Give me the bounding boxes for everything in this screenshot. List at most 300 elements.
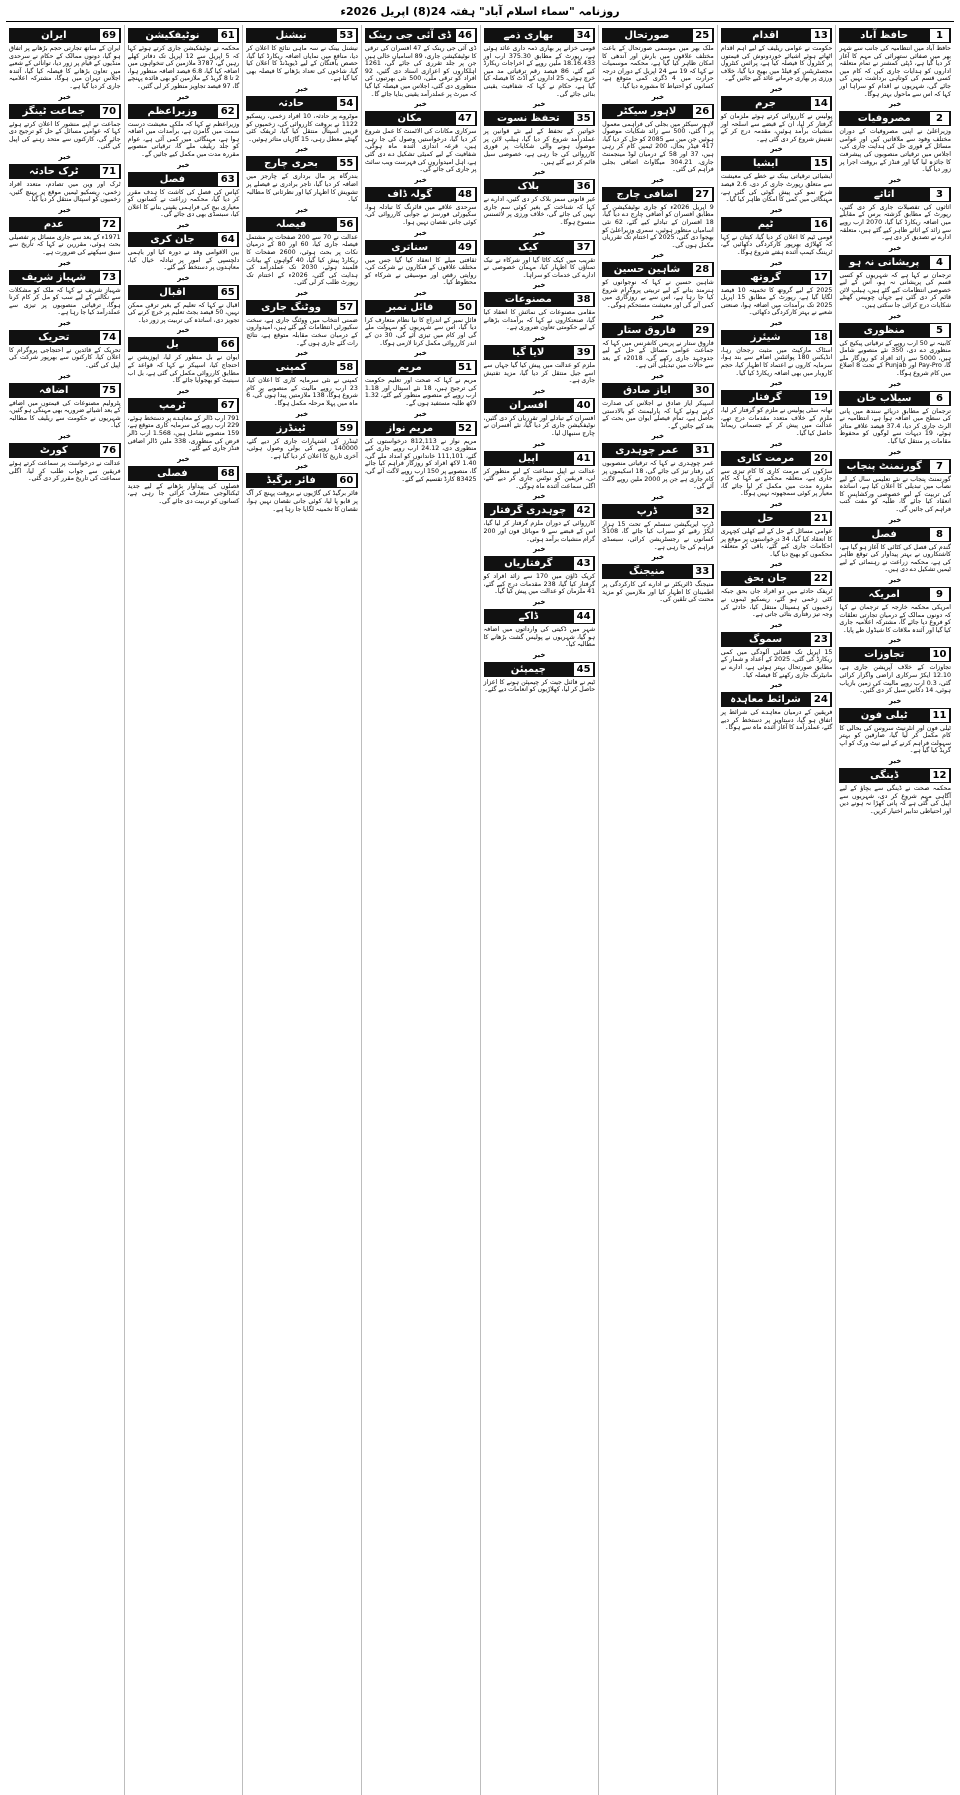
headline-title: فصلی	[157, 467, 188, 479]
headline-number: 39	[574, 346, 593, 359]
headline-title: پریشانی نہ ہو	[849, 256, 920, 268]
headline-70[interactable]	[9, 104, 121, 119]
headline-number: 14	[811, 97, 830, 110]
article-body: 791 ارب ڈالر کے معاہدے پر دستخط ہوئے، 229 ارب روپے کی سرمایہ کاری متوقع ہے، 159 منصوبے شامل ہیں، 1.568 ارب ڈالر قرض کی منظوری، 338 ملین ڈالر اضافی فنڈز جاری کیے گئے۔	[127, 414, 240, 453]
article-sub: خبر	[295, 462, 309, 471]
headline-title: کمپنی	[275, 362, 307, 374]
headline-74[interactable]	[9, 330, 121, 345]
headline-28[interactable]	[602, 262, 714, 277]
headline-title: حل	[757, 513, 774, 524]
article-body: ایران کے ساتھ تجارتی حجم بڑھانے پر اتفاق ہو گیا، دونوں ممالک کے حکام نے سرحدی منڈیوں کے قیام پر زور دیا، توانائی کے شعبے میں تعاون بڑھانے کا فیصلہ کیا گیا، آئندہ اجلاس تہران میں ہوگا، مشترکہ اعلامیہ جاری کر دیا گیا ہے۔	[9, 45, 121, 90]
article-sub: خبر	[533, 334, 546, 343]
headline-number: 63	[218, 173, 237, 186]
article-body: بندرگاہ پر مال برداری کے چارجز میں اضافہ کر دیا گیا، تاجر برادری نے فیصلے پر تشویش کا اظہار کیا اور نظرثانی کا مطالبہ کیا۔	[246, 173, 358, 204]
headline-27[interactable]	[602, 187, 714, 202]
article-body: ایوان نے بل منظور کر لیا، اپوزیشن نے احتجاج کیا، اسپیکر نے کہا کہ قواعد کے مطابق کارروائی مکمل کی گئی ہے، بل اب سینیٹ کو بھجوایا جائے گا۔	[127, 354, 240, 385]
headline-number: 44	[574, 610, 593, 623]
article-body: قومی خزانے پر بھاری ذمہ داری عائد ہوئی ہے، رپورٹ کے مطابق 375.30 ارب اور 18.16.433 ملین روپے کے اخراجات ریکارڈ کیے گئے، 86 فیصد رقم ترقیاتی مد میں خرچ ہوئی، 25 اداروں کے آڈٹ کا فیصلہ کیا گیا ہے، حکام نے کہا کہ شفافیت یقینی بنائی جائے گی۔	[483, 45, 596, 98]
headline-number: 19	[811, 391, 830, 404]
headline-title: گرفتاریاں	[504, 558, 553, 570]
article-body: فصلوں کی پیداوار بڑھانے کے لیے جدید ٹیکنالوجی متعارف کرائی جا رہی ہے، کسانوں کو تربیت دی جائے گی۔	[127, 482, 240, 505]
headline-title: چیمپئن	[510, 663, 546, 675]
headline-number: 55	[337, 157, 356, 170]
article-body: خواتین کے تحفظ کے لیے نئے قوانین پر عملدرآمد شروع کر دیا گیا، ہیلپ لائن پر موصول ہونے والی شکایات پر فوری کارروائی کی جا رہی ہے، خصوصی سیل قائم کر دیے گئے ہیں۔	[483, 128, 596, 166]
article-body: محکمہ صحت نے ڈینگی سے بچاؤ کے لیے آگاہی مہم شروع کر دی، شہریوں سے اپیل کی گئی ہے کہ پانی کھڑا نہ ہونے دیں اور احتیاطی تدابیر اختیار کریں۔	[839, 785, 951, 815]
headline-number: 67	[218, 399, 237, 412]
article-sub: خبر	[533, 545, 546, 554]
headline-number: 49	[456, 241, 475, 254]
article-sub: خبر	[58, 318, 71, 327]
article-sub: خبر	[295, 409, 309, 418]
headline-number: 9	[930, 588, 949, 601]
headline-number: 18	[811, 331, 830, 344]
headline-29[interactable]	[602, 323, 714, 338]
article-body: ترجمان کے مطابق دریائے سندھ میں پانی کی سطح میں اضافہ ہوا ہے، انتظامیہ نے الرٹ جاری کر دیا، 37.4 فیصد علاقے متاثر ہوئے، 19 دیہات سے لوگوں کو محفوظ مقامات پر منتقل کیا گیا۔	[839, 407, 951, 445]
headline-number: 30	[693, 384, 712, 397]
headline-number: 41	[574, 452, 593, 465]
headline-title: ڈینگی	[870, 770, 899, 782]
article-sub: خبر	[533, 597, 546, 606]
article-sub: خبر	[770, 145, 783, 154]
headline-number: 4	[930, 256, 949, 269]
headline-title: ڈاکے	[518, 610, 539, 622]
article-sub: خبر	[177, 220, 190, 229]
headline-58[interactable]	[246, 360, 358, 375]
headline-number: 29	[693, 324, 712, 337]
article-sub: خبر	[414, 100, 427, 109]
headline-title: امریکہ	[868, 588, 900, 600]
headline-number: 73	[100, 271, 119, 284]
headline-24[interactable]	[721, 692, 833, 707]
article-body: ثقافتی میلے کا انعقاد کیا گیا جس میں مختلف علاقوں کے فنکاروں نے شرکت کی، روایتی رقص اور موسیقی نے شرکاء کو محظوظ کیا۔	[364, 256, 477, 287]
article-body: اسٹاک مارکیٹ میں مثبت رجحان رہا، انڈیکس 180 پوائنٹس اضافے سے بند ہوا، سرمایہ کاروں نے اعتماد کا اظہار کیا، حجم کاروبار میں بھی اضافہ ریکارڈ کیا گیا۔	[720, 346, 833, 377]
headline-1[interactable]	[839, 28, 951, 43]
article-sub: خبر	[889, 447, 902, 456]
article-sub: خبر	[533, 650, 546, 659]
headline-19[interactable]	[721, 390, 833, 405]
headline-title: گولہ ڈاف	[387, 188, 433, 200]
headline-12[interactable]	[839, 768, 951, 783]
headline-47[interactable]	[365, 111, 477, 126]
headline-number: 52	[456, 422, 475, 435]
headline-title: اپیل	[518, 452, 539, 464]
article-body: 2025 کے لیے گروتھ کا تخمینہ 10 فیصد لگایا گیا ہے، رپورٹ کے مطابق 15 اپریل 2025 تک برآمدات میں اضافہ ہوا، صنعتی شعبے نے بہتر کارکردگی دکھائی۔	[720, 286, 833, 317]
headline-title: گروتھ	[750, 271, 781, 283]
article-body: امریکی محکمہ خارجہ کے ترجمان نے کہا کہ دونوں ممالک کے درمیان تجارتی تعلقات کو فروغ دیا جائے گا، مشترکہ اعلامیہ جاری کیا گیا اور آئندہ ملاقات کا شیڈول طے پایا۔	[839, 603, 951, 634]
headline-number: 27	[693, 188, 712, 201]
article-body: وزیراعلیٰ نے اپنی مصروفیات کے دوران مختلف وفود سے ملاقاتیں کیں اور عوامی مسائل کے فوری حل کی ہدایت جاری کی، اجلاس میں ترقیاتی منصوبوں کی پیشرفت کا جائزہ لیا گیا اور فنڈز کے بروقت اجرا پر زور دیا گیا۔	[839, 128, 951, 174]
article-sub: خبر	[770, 379, 783, 388]
headline-number: 15	[811, 157, 830, 170]
headline-title: نیشنل	[275, 30, 307, 41]
headline-number: 12	[930, 769, 949, 782]
headline-number: 64	[218, 233, 237, 246]
headline-23[interactable]	[721, 632, 833, 647]
article-body: گندم کی فصل کی کٹائی کا آغاز ہو گیا ہے، کاشتکاروں نے بہتر پیداوار کی توقع ظاہر کی ہے، محکمہ زراعت نے رہنمائی کے لیے ٹیمیں تشکیل دے دی ہیں۔	[839, 543, 951, 574]
columns-container	[6, 25, 954, 1795]
headline-62[interactable]	[128, 104, 240, 119]
headline-15[interactable]	[721, 156, 833, 171]
headline-title: تحریک	[38, 331, 70, 343]
headline-33[interactable]	[602, 564, 714, 579]
headline-48[interactable]	[365, 187, 477, 202]
headline-number: 37	[574, 241, 593, 254]
headline-37[interactable]	[484, 240, 596, 255]
headline-number: 7	[930, 460, 949, 473]
headline-18[interactable]	[721, 330, 833, 345]
headline-56[interactable]	[246, 217, 358, 232]
article-sub: خبر	[889, 696, 902, 705]
headline-60[interactable]	[246, 473, 358, 488]
article-body: اقبال نے کہا کہ تعلیم کے بغیر ترقی ممکن نہیں، 50 فیصد بجٹ تعلیم پر خرچ کرنے کی تجویز دی، اساتذہ کی تربیت پر زور دیا۔	[127, 301, 240, 324]
column-3	[598, 25, 717, 1795]
article-body: منیجنگ ڈائریکٹر نے ادارے کی کارکردگی پر اطمینان کا اظہار کیا اور ملازمین کو مزید محنت کی تلقین کی۔	[602, 581, 714, 604]
article-sub: خبر	[651, 251, 665, 260]
headline-49[interactable]	[365, 240, 477, 255]
headline-title: ایاز صادق	[623, 385, 671, 397]
headline-42[interactable]	[484, 503, 596, 518]
headline-title: اقدام	[752, 30, 779, 41]
headline-number: 75	[100, 384, 119, 397]
article-body: تحریک کے قائدین نے احتجاجی پروگرام کا اعلان کیا، کارکنوں سے بھرپور شرکت کی اپیل کی گئی۔	[9, 346, 121, 370]
article-sub: خبر	[58, 205, 71, 214]
article-sub: خبر	[414, 349, 427, 358]
article-body: ملک بھر میں موسمی صورتحال کے باعث مختلف علاقوں میں بارش اور آندھی کا امکان ظاہر کیا گیا ہے، محکمہ موسمیات نے کہا کہ 19 سے 24 اپریل کے دوران درجہ حرارت میں 4 ڈگری کمی متوقع ہے، کسانوں کو احتیاط کا مشورہ دیا گیا۔	[602, 45, 714, 90]
article-sub: خبر	[651, 311, 665, 320]
article-sub: خبر	[533, 386, 546, 395]
article-sub: خبر	[533, 228, 546, 237]
column-5	[361, 25, 480, 1795]
headline-title: ووٹنگ جاری	[261, 301, 321, 313]
article-body: عدالت نے اپیل سماعت کے لیے منظور کر لی، فریقین کو نوٹس جاری کر دیے گئے، اگلی سماعت آئندہ ماہ ہوگی۔	[483, 467, 596, 490]
headline-44[interactable]	[484, 609, 596, 624]
headline-3[interactable]	[839, 187, 951, 202]
headline-title: اضافہ	[39, 384, 69, 396]
article-sub: خبر	[177, 454, 190, 463]
article-sub: خبر	[889, 757, 902, 766]
headline-number: 50	[456, 301, 475, 314]
article-body: قومی ٹیم کا اعلان کر دیا گیا، کپتان نے کہا کہ کھلاڑی بھرپور کارکردگی دکھائیں گے، ٹریننگ کیمپ آئندہ ہفتے شروع ہوگا۔	[720, 233, 833, 256]
article-body: ٹینڈرز کی اشتہارات جاری کر دیے گئے، 140000 روپے کی بولی وصول ہوئی، آخری تاریخ کا اعلان کر دیا گیا ہے۔	[246, 437, 358, 460]
article-body: ٹیلی فون اور انٹرنیٹ سروس کی بحالی کا کام مکمل کر لیا گیا، صارفین کو بہتر سہولت فراہم کرنے کے لیے نیٹ ورک کو اپ گریڈ کیا گیا ہے۔	[839, 724, 951, 755]
headline-75[interactable]	[9, 383, 121, 398]
article-sub: خبر	[651, 553, 665, 562]
article-sub: خبر	[414, 409, 427, 418]
article-sub: خبر	[770, 560, 783, 569]
headline-title: شرائط معاہدہ	[730, 694, 801, 706]
headline-title: ایران	[41, 30, 67, 41]
headline-65[interactable]	[128, 285, 240, 300]
article-sub: خبر	[58, 258, 71, 267]
headline-number: 54	[337, 97, 356, 110]
headline-number: 20	[811, 452, 830, 465]
headline-title: ڈی آئی جی رینک	[368, 30, 451, 41]
article-body: فائل نمبر کے اندراج کا نیا نظام متعارف کرا دیا گیا، اس سے شہریوں کو سہولت ملے گی اور کام میں تیزی آئے گی، 30 دن کے اندر کارروائی مکمل کرنا لازمی ہوگا۔	[364, 316, 477, 347]
headline-16[interactable]	[721, 217, 833, 232]
headline-number: 31	[693, 444, 712, 457]
headline-number: 1	[930, 29, 949, 42]
headline-number: 25	[693, 29, 712, 42]
headline-title: مریم	[397, 362, 422, 374]
headline-title: جرم	[755, 97, 776, 109]
headline-25[interactable]	[602, 28, 714, 43]
headline-50[interactable]	[365, 300, 477, 315]
article-body: اثاثوں کی تفصیلات جاری کر دی گئیں، رپورٹ کے مطابق گزشتہ برس کے مقابلے میں اضافہ ریکارڈ کیا گیا، 2070 ارب روپے سے زائد کے اثاثے ظاہر کیے گئے ہیں، متعلقہ ادارے نے تصدیق کر دی ہے۔	[839, 203, 951, 242]
headline-30[interactable]	[602, 383, 714, 398]
headline-11[interactable]	[839, 708, 951, 723]
headline-2[interactable]	[839, 111, 951, 126]
headline-title: اقبال	[159, 286, 186, 298]
headline-68[interactable]	[128, 466, 240, 481]
headline-title: کورٹ	[39, 445, 68, 457]
article-body: سرحدی علاقے میں فائرنگ کا تبادلہ ہوا، سکیورٹی فورسز نے جوابی کارروائی کی، کوئی جانی نقصان نہیں ہوا۔	[364, 203, 477, 226]
headline-36[interactable]	[484, 179, 596, 194]
headline-title: ٹیم	[757, 218, 774, 230]
article-sub: خبر	[889, 243, 902, 252]
headline-number: 13	[811, 29, 830, 42]
column-8	[6, 25, 124, 1795]
column-2	[717, 25, 836, 1795]
headline-20[interactable]	[721, 451, 833, 466]
article-body: تقریب میں کیک کاٹا گیا اور شرکاء نے نیک تمناؤں کا اظہار کیا، مہمان خصوصی نے ادارے کی خدمات کو سراہا۔	[483, 256, 596, 279]
headline-number: 70	[100, 105, 119, 118]
article-body: 9 اپریل 2026ء کو جاری نوٹیفکیشن کے مطابق افسران کو اضافی چارج دے دیا گیا، 18 افسران کے تبادلے کیے گئے، 62 نئی اسامیاں منظور ہوئیں، سمری وزیراعلیٰ کو بھجوا دی گئی، 2025 کے اختتام تک تقرریاں مکمل ہوں گی۔	[602, 203, 714, 249]
headline-45[interactable]	[484, 662, 596, 677]
headline-64[interactable]	[128, 232, 240, 247]
headline-number: 51	[456, 361, 475, 374]
article-body: شاہین حسین نے کہا کہ نوجوانوں کو ہنرمند بنانے کے لیے تربیتی پروگرام شروع کیا جا رہا ہے، اس سے بے روزگاری میں کمی آئے گی اور معیشت مستحکم ہوگی۔	[602, 279, 714, 310]
headline-title: فائر برگیڈ	[266, 475, 316, 487]
headline-7[interactable]	[839, 459, 951, 474]
article-body: ٹیم نے فائنل جیت کر چیمپئن ہونے کا اعزاز حاصل کر لیا، کھلاڑیوں کو انعامات دیے گئے۔	[483, 678, 596, 694]
article-body: پولیس نے کارروائی کرتے ہوئے ملزمان کو گرفتار کر لیا، ان کے قبضے سے اسلحہ اور منشیات برآمد ہوئیں، مقدمہ درج کر کے تفتیش شروع کر دی گئی ہے۔	[720, 112, 833, 143]
article-sub: خبر	[889, 575, 902, 584]
headline-title: صورتحال	[624, 30, 670, 41]
headline-39[interactable]	[484, 345, 596, 360]
article-sub: خبر	[177, 386, 190, 395]
headline-title: مریم نواز	[386, 422, 434, 434]
article-body: فاروق ستار نے پریس کانفرنس میں کہا کہ جماعت عوامی مسائل کے حل کے لیے جدوجہد جاری رکھے گی، 2018ء کے بعد سے حالات میں تبدیلی آئی ہے۔	[602, 339, 714, 370]
column-1	[835, 25, 954, 1795]
headline-22[interactable]	[721, 571, 833, 586]
article-sub: خبر	[889, 379, 902, 388]
headline-number: 2	[930, 112, 949, 125]
headline-9[interactable]	[839, 587, 951, 602]
article-body: مریم نواز نے 812,113 درخواستوں کی منظوری دی، 24.12 ارب روپے جاری کیے گئے، 111,101 خاندانوں کو امداد ملے گی، 1.40 لاکھ افراد کو روزگار فراہم کیا جائے گا، منصوبے پر 150 ارب روپے لاگت آئے گی، 83425 کارڈ تقسیم کیے گئے۔	[364, 437, 477, 483]
headline-14[interactable]	[721, 96, 833, 111]
headline-title: لایا گیا	[512, 347, 545, 359]
headline-71[interactable]	[9, 164, 121, 179]
article-sub: خبر	[889, 175, 902, 184]
article-sub: خبر	[58, 92, 71, 101]
headline-34[interactable]	[484, 28, 596, 43]
headline-number: 6	[930, 392, 949, 405]
headline-number: 61	[218, 29, 237, 42]
headline-35[interactable]	[484, 111, 596, 126]
article-sub: خبر	[533, 492, 546, 501]
article-body: اسپیکر ایاز صادق نے اجلاس کی صدارت کرتے ہوئے کہا کہ پارلیمنٹ کو بالادستی حاصل ہے، تمام فیصلے ایوان میں بحث کے بعد کیے جائیں گے۔	[602, 400, 714, 430]
headline-13[interactable]	[721, 28, 833, 43]
article-body: مقامی مصنوعات کی نمائش کا انعقاد کیا گیا، صنعتکاروں نے کہا کہ برآمدات بڑھانے کے لیے حکومتی تعاون ضروری ہے۔	[483, 309, 596, 332]
article-body: لاہور سیکٹر میں بجلی کی فراہمی معمول پر آ گئی، 500 سے زائد شکایات موصول ہوئیں جن میں سے 2085 کو حل کر دیا گیا، 417 فیڈر بحال، 200 ٹیمیں کام کر رہی ہیں، 37 اور 58 کے درمیان لوڈ مینجمنٹ جاری، 304.21 میگاواٹ اضافی بجلی فراہم کی گئی۔	[602, 120, 714, 174]
article-body: 1971ء کے بعد سے جاری مسائل پر تفصیلی بحث ہوئی، مقررین نے کہا کہ تاریخ سے سبق سیکھنے کی ضرورت ہے۔	[9, 233, 121, 256]
headline-number: 35	[574, 112, 593, 125]
headline-title: کیک	[518, 241, 539, 253]
article-sub: خبر	[177, 273, 190, 282]
article-body: حافظ آباد میں انتظامیہ کی جانب سے شہر بھر میں صفائی ستھرائی کی مہم کا آغاز کر دیا گیا ہے، ڈپٹی کمشنر نے تمام متعلقہ اداروں کو ہدایات جاری کیں کہ کام میں کسی قسم کی کوتاہی برداشت نہیں کی جائے گی، شہریوں نے اقدام کو سراہا اور کہا کہ اس سے ماحول بہتر ہوگا۔	[839, 45, 951, 98]
headline-52[interactable]	[365, 421, 477, 436]
headline-number: 45	[574, 663, 593, 676]
headline-38[interactable]	[484, 292, 596, 307]
article-body: کابینہ نے 50 ارب روپے کے ترقیاتی پیکیج کی منظوری دے دی، 350 نئے منصوبے شامل ہیں، 5000 سے زائد افراد کو روزگار ملے گا، Pay-Pro اور Punjab کے تحت 8 اضلاع میں کام شروع ہوگا۔	[839, 339, 951, 378]
article-body: عوامی مسائل کے حل کے لیے کھلی کچہری کا انعقاد کیا گیا، 34 درخواستوں پر موقع پر احکامات جاری کیے گئے، باقی کو متعلقہ محکموں کو بھیج دیا گیا۔	[720, 528, 833, 558]
headline-title: مکان	[397, 113, 422, 125]
headline-number: 11	[930, 709, 949, 722]
article-sub: خبر	[770, 620, 783, 629]
article-body: تھانہ سٹی پولیس نے ملزم کو گرفتار کر لیا، ملزم کے خلاف متعدد مقدمات درج تھے، عدالت میں پیش کر کے جسمانی ریمانڈ حاصل کیا گیا۔	[720, 407, 833, 438]
headline-title: حادثہ	[278, 97, 304, 109]
headline-46[interactable]	[365, 28, 477, 43]
headline-21[interactable]	[721, 511, 833, 526]
article-body: بین الاقوامی وفد نے دورہ کیا اور باہمی دلچسپی کے امور پر تبادلہ خیال کیا، معاہدوں پر دستخط کیے گئے۔	[127, 248, 240, 272]
headline-title: جماعت ٹینگز	[22, 105, 86, 117]
article-sub: خبر	[295, 205, 309, 214]
headline-number: 71	[100, 165, 119, 178]
article-body: فائر برگیڈ کی گاڑیوں نے بروقت پہنچ کر آگ پر قابو پا لیا، کوئی جانی نقصان نہیں ہوا، نقصان کا تخمینہ لگایا جا رہا ہے۔	[246, 490, 358, 513]
headline-title: ٹرک حادثہ	[29, 165, 79, 177]
headline-6[interactable]	[839, 391, 951, 406]
headline-number: 21	[811, 512, 830, 525]
headline-number: 10	[930, 648, 949, 661]
headline-31[interactable]	[602, 443, 714, 458]
masthead-title: روزنامہ "سماء اسلام آباد" ہفتہ 24(8) اپریل 2026ء	[6, 4, 954, 22]
headline-73[interactable]	[9, 270, 121, 285]
article-body: ترجمان نے کہا ہے کہ شہریوں کو کسی قسم کی پریشانی نہ ہو، اس کے لیے خصوصی انتظامات کیے گئے ہیں، ہیلپ لائن قائم کر دی گئی ہے جہاں چوبیس گھنٹے شکایات درج کرائی جا سکتی ہیں۔	[839, 271, 951, 310]
headline-number: 53	[337, 29, 356, 42]
article-body: فریقین کے درمیان معاہدے کی شرائط پر اتفاق ہو گیا، دستاویز پر دستخط کر دیے گئے، عملدرآمد کا آغاز آئندہ ماہ سے ہوگا۔	[720, 709, 833, 732]
article-sub: خبر	[177, 326, 190, 335]
headline-53[interactable]	[246, 28, 358, 43]
headline-63[interactable]	[128, 172, 240, 187]
article-sub: خبر	[295, 145, 309, 154]
headline-title: فصل	[159, 173, 186, 185]
headline-51[interactable]	[365, 360, 477, 375]
headline-76[interactable]	[9, 443, 121, 458]
article-sub: خبر	[770, 439, 783, 448]
headline-title: جان بحق	[744, 573, 788, 585]
headline-title: مصنوعات	[504, 294, 552, 306]
headline-title: مصروفیات	[857, 113, 911, 125]
headline-43[interactable]	[484, 556, 596, 571]
headline-66[interactable]	[128, 337, 240, 352]
article-body: موٹروے پر حادثہ، 10 افراد زخمی، ریسکیو 1122 نے بروقت کارروائی کی، زخمیوں کو قریبی اسپتال منتقل کیا گیا، ٹریفک کئی گھنٹے معطل رہی، 15 گاڑیاں متاثر ہوئیں۔	[246, 112, 358, 143]
headline-number: 66	[218, 338, 237, 351]
article-body: ملزم کو عدالت میں پیش کیا گیا جہاں سے اسے جیل منتقل کر دیا گیا، مزید تفتیش جاری ہے۔	[483, 362, 596, 385]
headline-32[interactable]	[602, 504, 714, 519]
headline-10[interactable]	[839, 647, 951, 662]
article-body: شہباز شریف نے کہا کہ ملک کو مشکلات سے نکالنے کے لیے سب کو مل کر کام کرنا ہوگا، ترقیاتی منصوبوں پر تیزی سے عملدرآمد کیا جا رہا ہے۔	[9, 286, 121, 317]
column-6	[242, 25, 361, 1795]
article-sub: خبر	[770, 258, 783, 267]
headline-61[interactable]	[128, 28, 240, 43]
article-body: عمر چوہدری نے کہا کہ ترقیاتی منصوبوں کی رفتار تیز کی جائے گی، 18 اسکیموں پر کام جاری ہے جن پر 2000 ملین روپے لاگت آئے گی۔	[602, 460, 714, 491]
article-sub: خبر	[889, 636, 902, 645]
headline-72[interactable]	[9, 217, 121, 232]
headline-title: گرفتار	[749, 392, 782, 404]
headline-number: 26	[693, 105, 712, 118]
headline-number: 28	[693, 263, 712, 276]
headline-4[interactable]	[839, 255, 951, 270]
headline-59[interactable]	[246, 421, 358, 436]
article-body: نیشنل بینک نے سہ ماہی نتائج کا اعلان کر دیا، منافع میں نمایاں اضافہ ریکارڈ کیا گیا، حصص یافتگان کے لیے ڈیویڈنڈ کا اعلان کیا گیا، شاخوں کی تعداد بڑھانے کا فیصلہ بھی کیا گیا ہے۔	[246, 45, 358, 83]
headline-title: تجاوزات	[864, 649, 905, 661]
headline-title: افسران	[509, 399, 548, 411]
article-body: سرکاری مکانات کی الاٹمنٹ کا عمل شروع کر دیا گیا، درخواستیں وصول کی جا رہی ہیں، قرعہ اندازی آئندہ ماہ ہوگی، شفافیت کے لیے کمیٹی تشکیل دے دی گئی ہے، اہل امیدواروں کی فہرست ویب سائٹ پر جاری کی جائے گی۔	[364, 128, 477, 174]
article-sub: خبر	[58, 432, 71, 441]
headline-55[interactable]	[246, 156, 358, 171]
headline-number: 62	[218, 105, 237, 118]
article-body: ڈی آئی جی رینک کے 47 افسران کی ترقی کا نوٹیفکیشن جاری، 89 اسامیاں خالی ہیں جن پر جلد تقرری کی جائے گی، 1261 اہلکاروں کو اعزازی اسناد دی گئیں، 92 افراد کو ترقی ملی، 500 نئی بھرتیوں کی منظوری دی گئی، اجلاس میں فیصلہ کیا گیا کہ میرٹ پر عملدرآمد یقینی بنایا جائے گا۔	[364, 45, 477, 98]
headline-26[interactable]	[602, 104, 714, 119]
headline-number: 48	[456, 188, 475, 201]
headline-number: 68	[218, 467, 237, 480]
article-sub: خبر	[770, 84, 783, 93]
headline-title: نوٹیفکیشن	[145, 30, 200, 41]
article-body: تجاوزات کے خلاف آپریشن جاری ہے، 12.10 ایکڑ سرکاری اراضی واگزار کرائی گئی، 0.3 ارب روپے مالیت کی زمین بازیاب ہوئی، 14 دکانیں سیل کر دی گئیں۔	[839, 664, 951, 695]
headline-number: 47	[456, 112, 475, 125]
article-body: جماعت نے اپنے منشور کا اعلان کرتے ہوئے کہا کہ عوامی مسائل کے حل کو ترجیح دی جائے گی، کارکنوں سے متحد رہنے کی اپیل کی گئی۔	[9, 120, 121, 151]
headline-title: ایشیا	[752, 158, 779, 170]
headline-67[interactable]	[128, 398, 240, 413]
headline-54[interactable]	[246, 96, 358, 111]
headline-number: 3	[930, 188, 949, 201]
headline-number: 57	[337, 301, 356, 314]
headline-title: وزیراعظم	[147, 105, 198, 117]
headline-17[interactable]	[721, 270, 833, 285]
headline-title: ٹینڈرز	[276, 422, 306, 434]
headline-title: فیصلہ	[275, 218, 307, 230]
headline-40[interactable]	[484, 398, 596, 413]
headline-5[interactable]	[839, 323, 951, 338]
article-sub: خبر	[889, 311, 902, 320]
headline-number: 58	[337, 361, 356, 374]
headline-title: فصل	[871, 528, 897, 540]
article-sub: خبر	[651, 372, 665, 381]
headline-title: بھاری ذمے	[503, 30, 554, 41]
headline-number: 16	[811, 218, 830, 231]
headline-69[interactable]	[9, 28, 121, 43]
article-sub: خبر	[177, 160, 190, 169]
headline-41[interactable]	[484, 451, 596, 466]
headline-title: لاہور سیکٹر	[617, 105, 677, 117]
headline-title: حافظ آباد	[860, 30, 909, 41]
headline-title: شیئرز	[750, 331, 781, 343]
headline-number: 65	[218, 286, 237, 299]
headline-8[interactable]	[839, 527, 951, 542]
headline-number: 34	[574, 29, 593, 42]
headline-title: بلاک	[517, 181, 540, 193]
headline-number: 46	[456, 29, 475, 42]
headline-57[interactable]	[246, 300, 358, 315]
article-sub: خبر	[770, 318, 783, 327]
article-sub: خبر	[651, 92, 665, 101]
headline-number: 69	[100, 29, 119, 42]
article-body: کمپنی نے نئی سرمایہ کاری کا اعلان کیا، 23 ارب روپے مالیت کے منصوبے پر کام شروع ہوگا، 138 ملازمتیں پیدا ہوں گی، 6 ماہ میں پہلا مرحلہ مکمل ہوگا۔	[246, 377, 358, 408]
headline-number: 32	[693, 505, 712, 518]
headline-title: سموگ	[749, 633, 783, 645]
column-4	[480, 25, 599, 1795]
headline-title: اثاثے	[873, 188, 895, 200]
